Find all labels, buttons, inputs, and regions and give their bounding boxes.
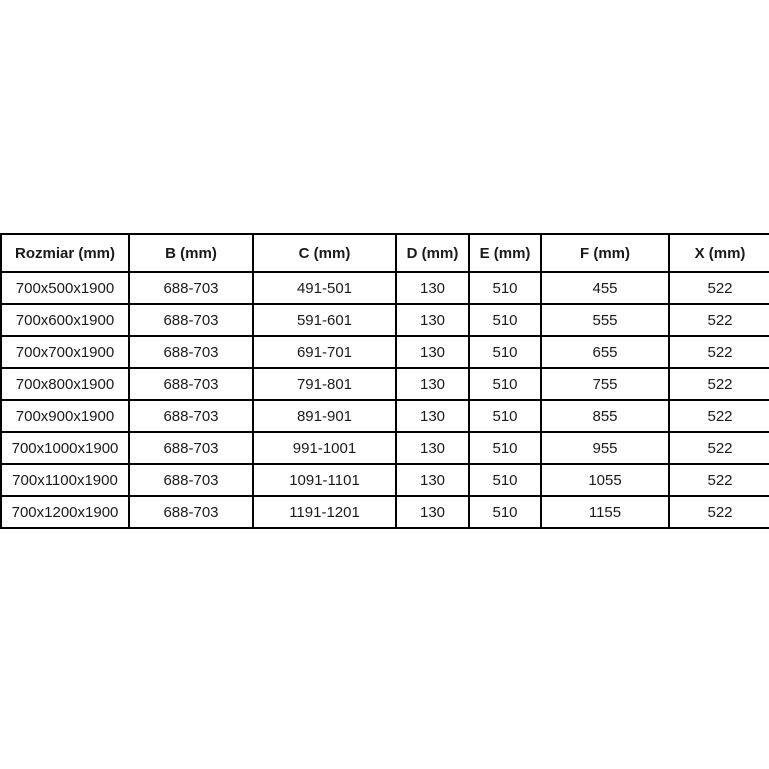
table-cell: 455 [541, 272, 669, 304]
table-cell: 130 [396, 272, 469, 304]
table-cell: 700x600x1900 [1, 304, 129, 336]
table-cell: 130 [396, 432, 469, 464]
table-cell: 522 [669, 432, 769, 464]
table-cell: 510 [469, 336, 541, 368]
column-header-f: F (mm) [541, 234, 669, 272]
table-cell: 510 [469, 432, 541, 464]
table-cell: 955 [541, 432, 669, 464]
table-cell: 510 [469, 304, 541, 336]
table-cell: 688-703 [129, 304, 253, 336]
table-cell: 700x700x1900 [1, 336, 129, 368]
table-header-row [1, 234, 769, 272]
table-row [1, 336, 769, 368]
table-row [1, 432, 769, 464]
table-cell: 700x500x1900 [1, 272, 129, 304]
table-cell: 755 [541, 368, 669, 400]
table-row [1, 368, 769, 400]
table-cell: 522 [669, 496, 769, 528]
table-cell: 130 [396, 464, 469, 496]
table-cell: 891-901 [253, 400, 396, 432]
table-cell: 522 [669, 368, 769, 400]
table-cell: 1191-1201 [253, 496, 396, 528]
table-cell: 688-703 [129, 368, 253, 400]
table-body [1, 272, 769, 528]
table-row [1, 400, 769, 432]
column-header-d: D (mm) [396, 234, 469, 272]
table-header [1, 234, 769, 272]
column-header-x: X (mm) [669, 234, 769, 272]
table-cell: 130 [396, 368, 469, 400]
table-cell: 691-701 [253, 336, 396, 368]
table-cell: 491-501 [253, 272, 396, 304]
table-cell: 510 [469, 400, 541, 432]
table-cell: 688-703 [129, 400, 253, 432]
table-cell: 130 [396, 496, 469, 528]
table-cell: 130 [396, 400, 469, 432]
table-cell: 700x1000x1900 [1, 432, 129, 464]
column-header-b: B (mm) [129, 234, 253, 272]
table-cell: 688-703 [129, 272, 253, 304]
table-cell: 791-801 [253, 368, 396, 400]
table-cell: 688-703 [129, 336, 253, 368]
table-cell: 510 [469, 496, 541, 528]
table-row [1, 464, 769, 496]
column-header-e: E (mm) [469, 234, 541, 272]
table-cell: 555 [541, 304, 669, 336]
table-cell: 591-601 [253, 304, 396, 336]
table-cell: 1091-1101 [253, 464, 396, 496]
table-cell: 700x1100x1900 [1, 464, 129, 496]
table-cell: 700x900x1900 [1, 400, 129, 432]
column-header-rozmiar: Rozmiar (mm) [1, 234, 129, 272]
table-cell: 510 [469, 368, 541, 400]
table-cell: 655 [541, 336, 669, 368]
table-cell: 688-703 [129, 464, 253, 496]
table-cell: 1055 [541, 464, 669, 496]
table-cell: 522 [669, 304, 769, 336]
table-cell: 700x800x1900 [1, 368, 129, 400]
table-cell: 510 [469, 272, 541, 304]
table-cell: 522 [669, 400, 769, 432]
table-cell: 130 [396, 336, 469, 368]
table-row [1, 304, 769, 336]
table-cell: 688-703 [129, 496, 253, 528]
table-cell: 522 [669, 272, 769, 304]
table-cell: 130 [396, 304, 469, 336]
table-cell: 700x1200x1900 [1, 496, 129, 528]
table-cell: 522 [669, 336, 769, 368]
table-cell: 991-1001 [253, 432, 396, 464]
column-header-c: C (mm) [253, 234, 396, 272]
table-cell: 1155 [541, 496, 669, 528]
table-cell: 688-703 [129, 432, 253, 464]
table-cell: 510 [469, 464, 541, 496]
table-cell: 522 [669, 464, 769, 496]
table-cell: 855 [541, 400, 669, 432]
size-spec-table [0, 233, 769, 529]
table-row [1, 496, 769, 528]
table-row [1, 272, 769, 304]
